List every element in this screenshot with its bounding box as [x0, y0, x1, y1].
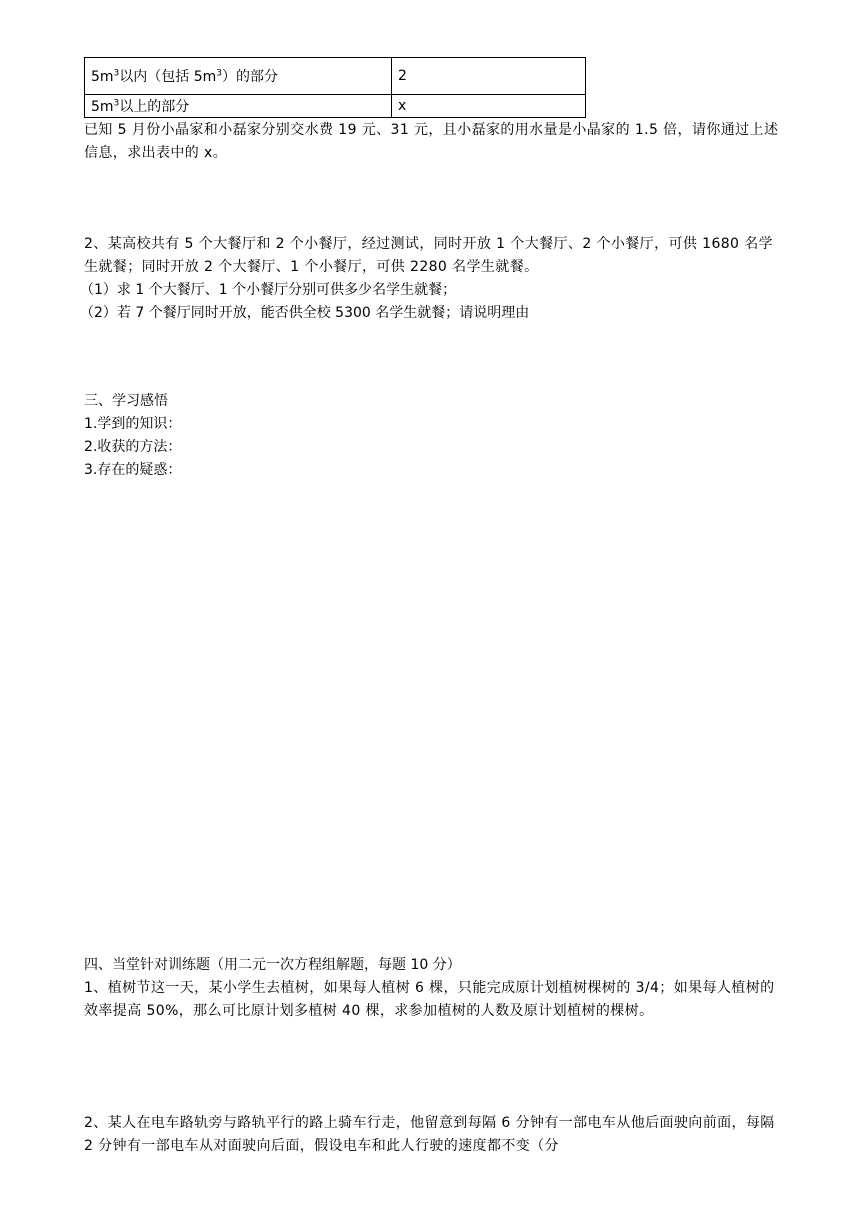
question-1-text: 已知 5 月份小晶家和小磊家分别交水费 19 元、31 元，且小磊家的用水量是小晶家的 1.5 倍，请你通过上述信息，求出表中的 x。 [84, 122, 779, 161]
section-4-title: 四、当堂针对训练题（用二元一次方程组解题，每题 10 分） [84, 957, 461, 973]
superscript: 3 [113, 98, 120, 109]
table-cell-range [85, 58, 392, 95]
practice-question-2: 2、某人在电车路轨旁与路轨平行的路上骑车行走，他留意到每隔 6 分钟有一部电车从他后面驶向前面，每隔 2 分钟有一部电车从对面驶向后面，假设电车和此人行驶的速度都不变（分 [84, 1115, 775, 1154]
cell-text: 以内（包括 5m [119, 69, 217, 85]
table-cell-price: 2 [392, 58, 586, 95]
table-cell-range [85, 95, 392, 118]
table-row [85, 58, 586, 95]
question-2-sub2: （2）若 7 个餐厅同时开放，能否供全校 5300 名学生就餐；请说明理由 [80, 305, 530, 321]
superscript: 3 [113, 68, 120, 79]
question-2-sub1: （1）求 1 个大餐厅、1 个小餐厅分别可供多少名学生就餐； [80, 282, 457, 298]
question-2-text: 2、某高校共有 5 个大餐厅和 2 个小餐厅，经过测试，同时开放 1 个大餐厅、2 个小餐厅，可供 1680 名学生就餐；同时开放 2 个大餐厅、1 个小餐厅，可供 2280 名学生就餐。 [84, 236, 774, 275]
reflection-item-doubt: 3.存在的疑惑： [84, 462, 182, 478]
reflection-item-knowledge: 1.学到的知识： [84, 416, 182, 432]
section-3-title: 三、学习感悟 [84, 393, 168, 409]
cell-text: 5m [91, 69, 114, 85]
table-cell-price: x [392, 95, 586, 118]
practice-question-1: 1、植树节这一天，某小学生去植树，如果每人植树 6 棵，只能完成原计划植树棵树的 3/4；如果每人植树的效率提高 50%，那么可比原计划多植树 40 棵，求参加植树的人数及原计划植树的棵树。 [84, 980, 775, 1019]
reflection-item-method: 2.收获的方法： [84, 439, 182, 455]
superscript: 3 [216, 68, 223, 79]
cell-text: ）的部分 [222, 69, 279, 85]
cell-text: 以上的部分 [119, 99, 190, 115]
water-rate-table [84, 57, 586, 118]
table-row [85, 95, 586, 118]
cell-text: 5m [91, 99, 114, 115]
